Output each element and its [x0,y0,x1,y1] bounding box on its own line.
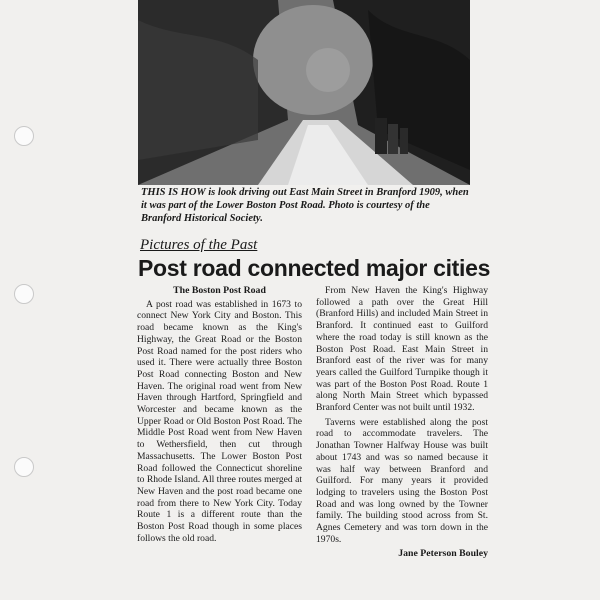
binder-hole-top [14,126,34,146]
photo-caption: THIS IS HOW is look driving out East Main Street in Branford 1909, when it was part of the Lower Boston Post Road. Photo is courtesy of the Branford Historical Society. [141,187,469,224]
section-heading: The Boston Post Road [173,285,266,296]
street-scene-image [138,0,470,185]
article-paragraph: From New Haven the King's Highway followed a path over the Great Hill (Branford Hills) and included Main Street in Branford. It continued east to Guilford where the road today is still known as the Boston Post Road. East Main Street in Branford east of the river was for many years called the Guilford Turnpike though it was part of the Boston Post Road. Route 1 along North Main Street which bypassed Branford Center was not built until 1932. [316,285,488,414]
author-byline: Jane Peterson Bouley [398,548,488,560]
article-column-right [316,285,488,560]
binder-hole-middle [14,284,34,304]
article-headline: Post road connected major cities [138,255,491,281]
article-paragraph: A post road was established in 1673 to connect New York City and Boston. This road became known as the King's Highway, the Great Road or the Boston Post Road named for the post riders who used it. There were actually three Boston Post Road connecting Boston and New Haven. The original road went from New Haven through Hartford, Springfield and Worcester and became known as the Upper Road or Old Boston Post Road. The Middle Post Road went from New Haven to Wethersfield, then cut through Massachusetts. The Lower Boston Post Road followed the Connecticut shoreline to Rhode Island. All three routes merged at New Haven and the post road became one road from there to New York City. Today Route 1 is a different route than the Boston Post Road though in some places follows the old road. [137,298,303,544]
article-paragraph: Taverns were established along the post road to accommodate travelers. The Jonathan Towner Halfway House was built about 1743 and was so named because it was half way between Branford and Guilford. For many years it provided lodging to travelers using the Boston Post Road and was long owned by the Towner family. The building stood across from St. Agnes Cemetery and was torn down in the 1970s. [316,416,488,545]
binder-hole-bottom [14,457,34,477]
article-column-left [137,285,302,544]
column-kicker: Pictures of the Past [140,237,258,253]
historic-photo [138,0,470,185]
